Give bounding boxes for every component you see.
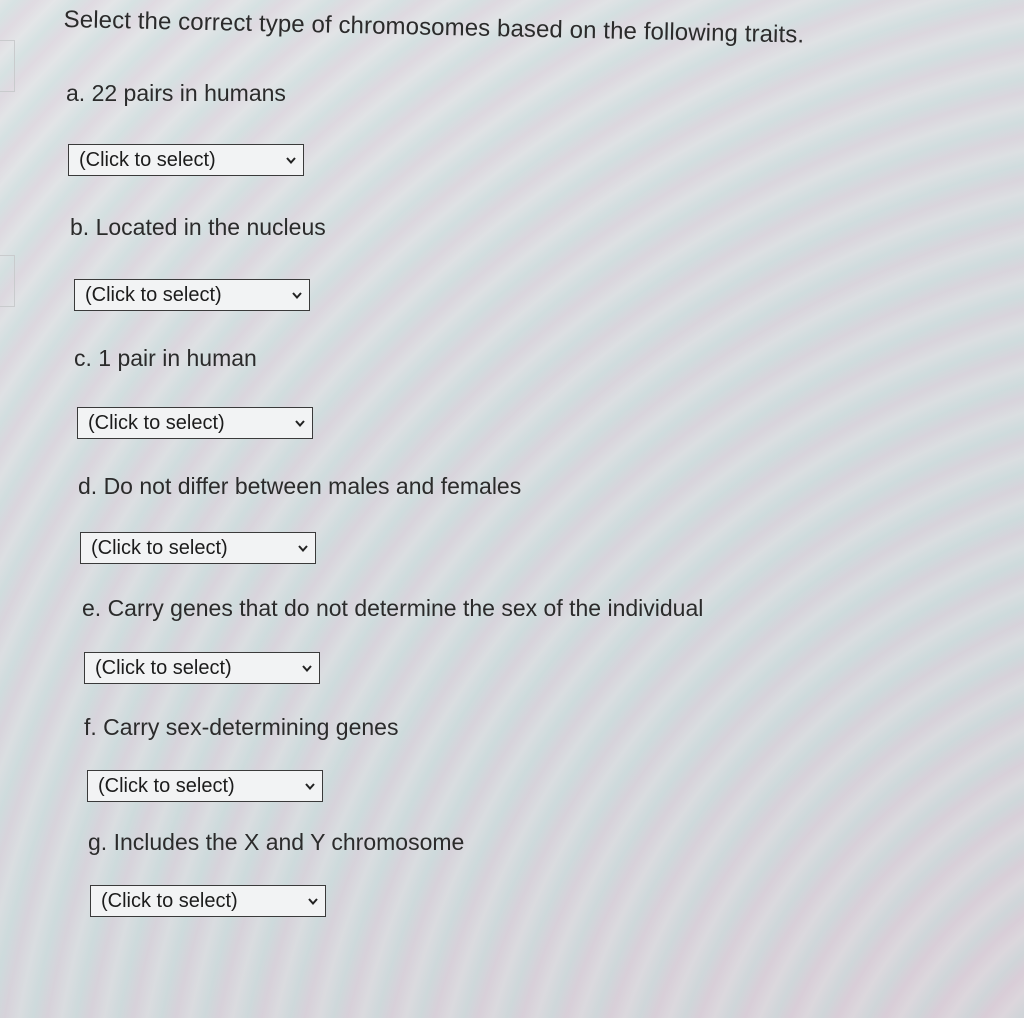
chevron-down-icon <box>297 542 309 554</box>
item-b-label: b. Located in the nucleus <box>70 214 326 240</box>
item-g-dropdown[interactable] <box>90 885 326 917</box>
item-f-label: f. Carry sex-determining genes <box>84 714 399 740</box>
chevron-down-icon <box>291 289 303 301</box>
dropdown-value: (Click to select) <box>101 889 238 912</box>
item-g-label: g. Includes the X and Y chromosome <box>88 829 465 855</box>
chevron-down-icon <box>285 154 297 166</box>
item-d-dropdown[interactable] <box>80 532 316 564</box>
question-text: Select the correct type of chromosomes based on the following traits. <box>63 6 805 49</box>
chevron-down-icon <box>304 780 316 792</box>
item-c-dropdown[interactable] <box>77 407 313 439</box>
item-e-label: e. Carry genes that do not determine the sex of the individual <box>82 595 704 621</box>
item-b-dropdown[interactable] <box>74 279 310 311</box>
dropdown-value: (Click to select) <box>91 536 228 559</box>
left-edge-frame <box>0 40 15 92</box>
dropdown-value: (Click to select) <box>98 774 235 797</box>
item-c-label: c. 1 pair in human <box>74 345 257 371</box>
chevron-down-icon <box>301 662 313 674</box>
item-a-label: a. 22 pairs in humans <box>66 80 286 106</box>
chevron-down-icon <box>294 417 306 429</box>
dropdown-value: (Click to select) <box>79 148 216 171</box>
dropdown-value: (Click to select) <box>85 283 222 306</box>
dropdown-value: (Click to select) <box>95 656 232 679</box>
item-a-dropdown[interactable] <box>68 144 304 176</box>
item-f-dropdown[interactable] <box>87 770 323 802</box>
item-d-label: d. Do not differ between males and females <box>78 473 522 499</box>
left-edge-frame <box>0 255 15 307</box>
chevron-down-icon <box>307 895 319 907</box>
item-e-dropdown[interactable] <box>84 652 320 684</box>
dropdown-value: (Click to select) <box>88 411 225 434</box>
